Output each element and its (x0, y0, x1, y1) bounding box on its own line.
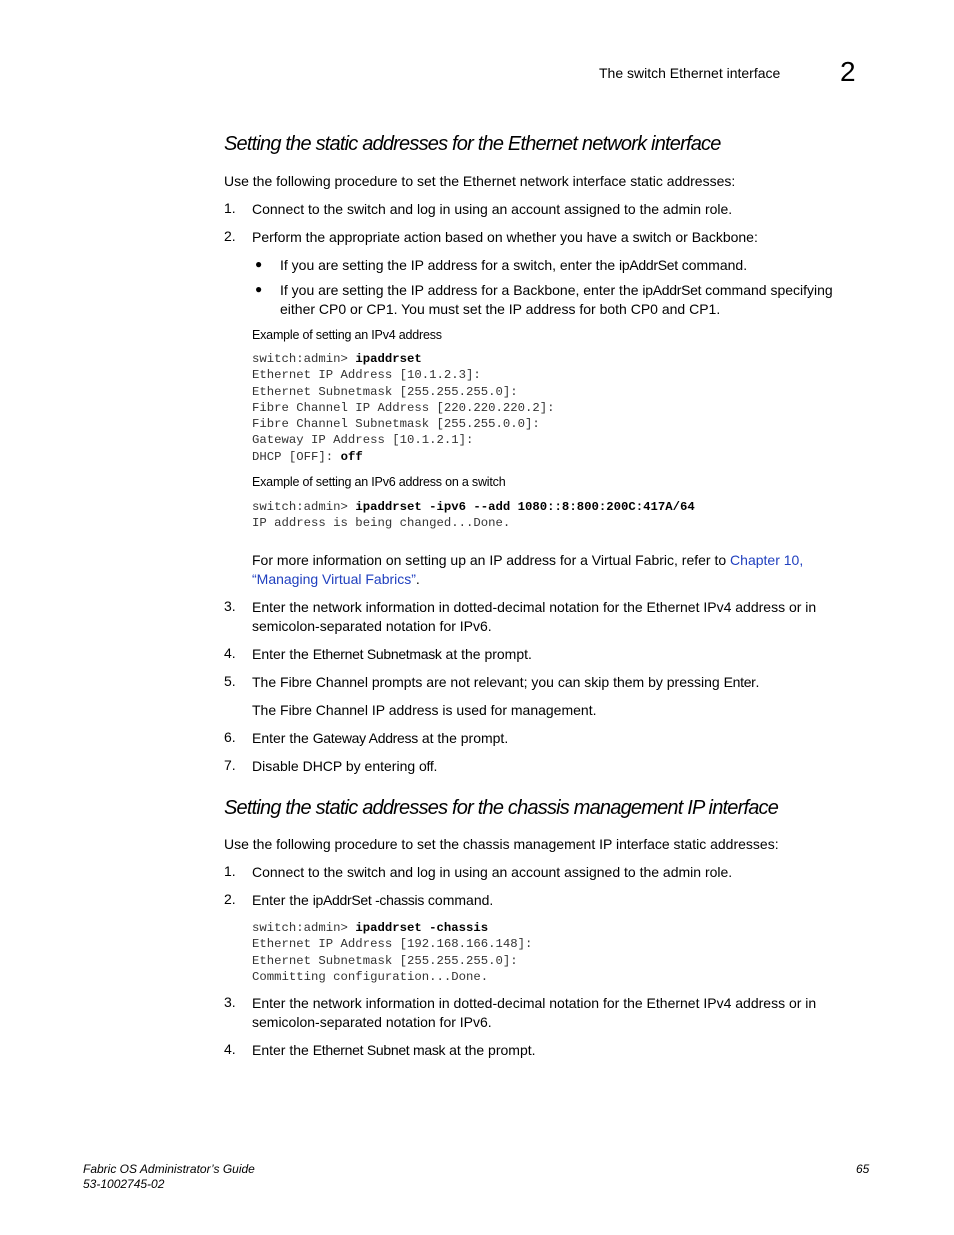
step-text: Enter the network information in dotted-decimal notation for the Ethernet IPv4 address or in semicolon-separated notation for IPv6. (252, 995, 817, 1030)
step-text: Disable DHCP by entering off. (252, 758, 438, 774)
ui-term: Enter (723, 674, 756, 690)
step-text: The Fibre Channel prompts are not relevant; you can skip them by pressing Enter. (252, 674, 760, 690)
section1-intro: Use the following procedure to set the Ethernet network interface static addresses: (224, 173, 736, 189)
step-text: Enter the Gateway Address at the prompt. (252, 730, 509, 746)
chapter-link[interactable]: Chapter 10, (730, 552, 804, 568)
code-example-ipv6: switch:admin> ipaddrset -ipv6 --add 1080::8:800:200C:417A/64 IP address is being changed...Done. (252, 500, 695, 531)
chapter-link[interactable]: “Managing Virtual Fabrics” (252, 571, 416, 587)
step-number: 1. (224, 200, 236, 216)
step-text: Enter the Ethernet Subnet mask at the prompt. (252, 1042, 536, 1058)
command-name: ipAddrSet -chassis (312, 892, 425, 908)
footer-doc-number: 53-1002745-02 (83, 1177, 165, 1191)
step-number: 5. (224, 673, 236, 689)
page-number: 65 (856, 1162, 870, 1176)
running-header-title: The switch Ethernet interface (599, 65, 781, 81)
step-number: 1. (224, 863, 236, 879)
step-number: 4. (224, 1041, 236, 1057)
code-example-chassis: switch:admin> ipaddrset -chassis Ethernet IP Address [192.168.166.148]: Ethernet Subnetmask [255.255.255.0]: Committing configuration...Done. (252, 921, 533, 984)
section-heading-ethernet: Setting the static addresses for the Ethernet network interface (224, 133, 721, 155)
ui-term: Ethernet Subnet mask (312, 1042, 446, 1058)
chapter-number: 2 (840, 56, 856, 87)
footer-guide-title: Fabric OS Administrator’s Guide (83, 1162, 255, 1176)
step-number: 4. (224, 645, 236, 661)
code-example-ipv4: switch:admin> ipaddrset Ethernet IP Address [10.1.2.3]: Ethernet Subnetmask [255.255.255.0]: Fibre Channel IP Address [220.220.220.2]: Fibre Channel Subnetmask [255.255.0.0]: Gateway IP Address [10.1.2.1]: DHCP [OFF]: off (252, 352, 555, 464)
command-name: ipAddrSet (642, 282, 702, 298)
step-text: Enter the network information in dotted-decimal notation for the Ethernet IPv4 address or in semicolon-separated notation for IPv6. (252, 599, 817, 634)
bullet-text: If you are setting the IP address for a switch, enter the ipAddrSet command. (280, 257, 748, 273)
example-title: Example of setting an IPv6 address on a switch (252, 475, 506, 489)
step-text: Connect to the switch and log in using an account assigned to the admin role. (252, 864, 733, 880)
ui-term: off (419, 758, 434, 774)
section2-intro: Use the following procedure to set the chassis management IP interface static addresses: (224, 836, 779, 852)
step-text: Connect to the switch and log in using an account assigned to the admin role. (252, 201, 733, 217)
step-text: Enter the ipAddrSet -chassis command. (252, 892, 494, 908)
step-note: The Fibre Channel IP address is used for management. (252, 702, 597, 718)
step-number: 6. (224, 729, 236, 745)
step-text: Perform the appropriate action based on whether you have a switch or Backbone: (252, 229, 758, 245)
bullet-text: If you are setting the IP address for a Backbone, enter the ipAddrSet command specifying either CP0 or CP1. You must set the IP address for both CP0 and CP1. (280, 282, 833, 317)
step-number: 2. (224, 891, 236, 907)
step-number: 3. (224, 598, 236, 614)
example-title: Example of setting an IPv4 address (252, 328, 442, 342)
command-name: ipAddrSet (619, 257, 678, 273)
step-number: 7. (224, 757, 236, 773)
more-info-paragraph: For more information on setting up an IP address for a Virtual Fabric, refer to Chapter 10, “Managing Virtual Fabrics”. (252, 552, 804, 587)
step-text: Enter the Ethernet Subnetmask at the prompt. (252, 646, 532, 662)
step-number: 3. (224, 994, 236, 1010)
section-heading-chassis: Setting the static addresses for the chassis management IP interface (224, 797, 779, 819)
bullet-icon: ● (255, 282, 263, 296)
ui-term: Gateway Address (312, 730, 418, 746)
step-number: 2. (224, 228, 236, 244)
bullet-icon: ● (255, 257, 263, 271)
ui-term: Ethernet Subnetmask (312, 646, 442, 662)
